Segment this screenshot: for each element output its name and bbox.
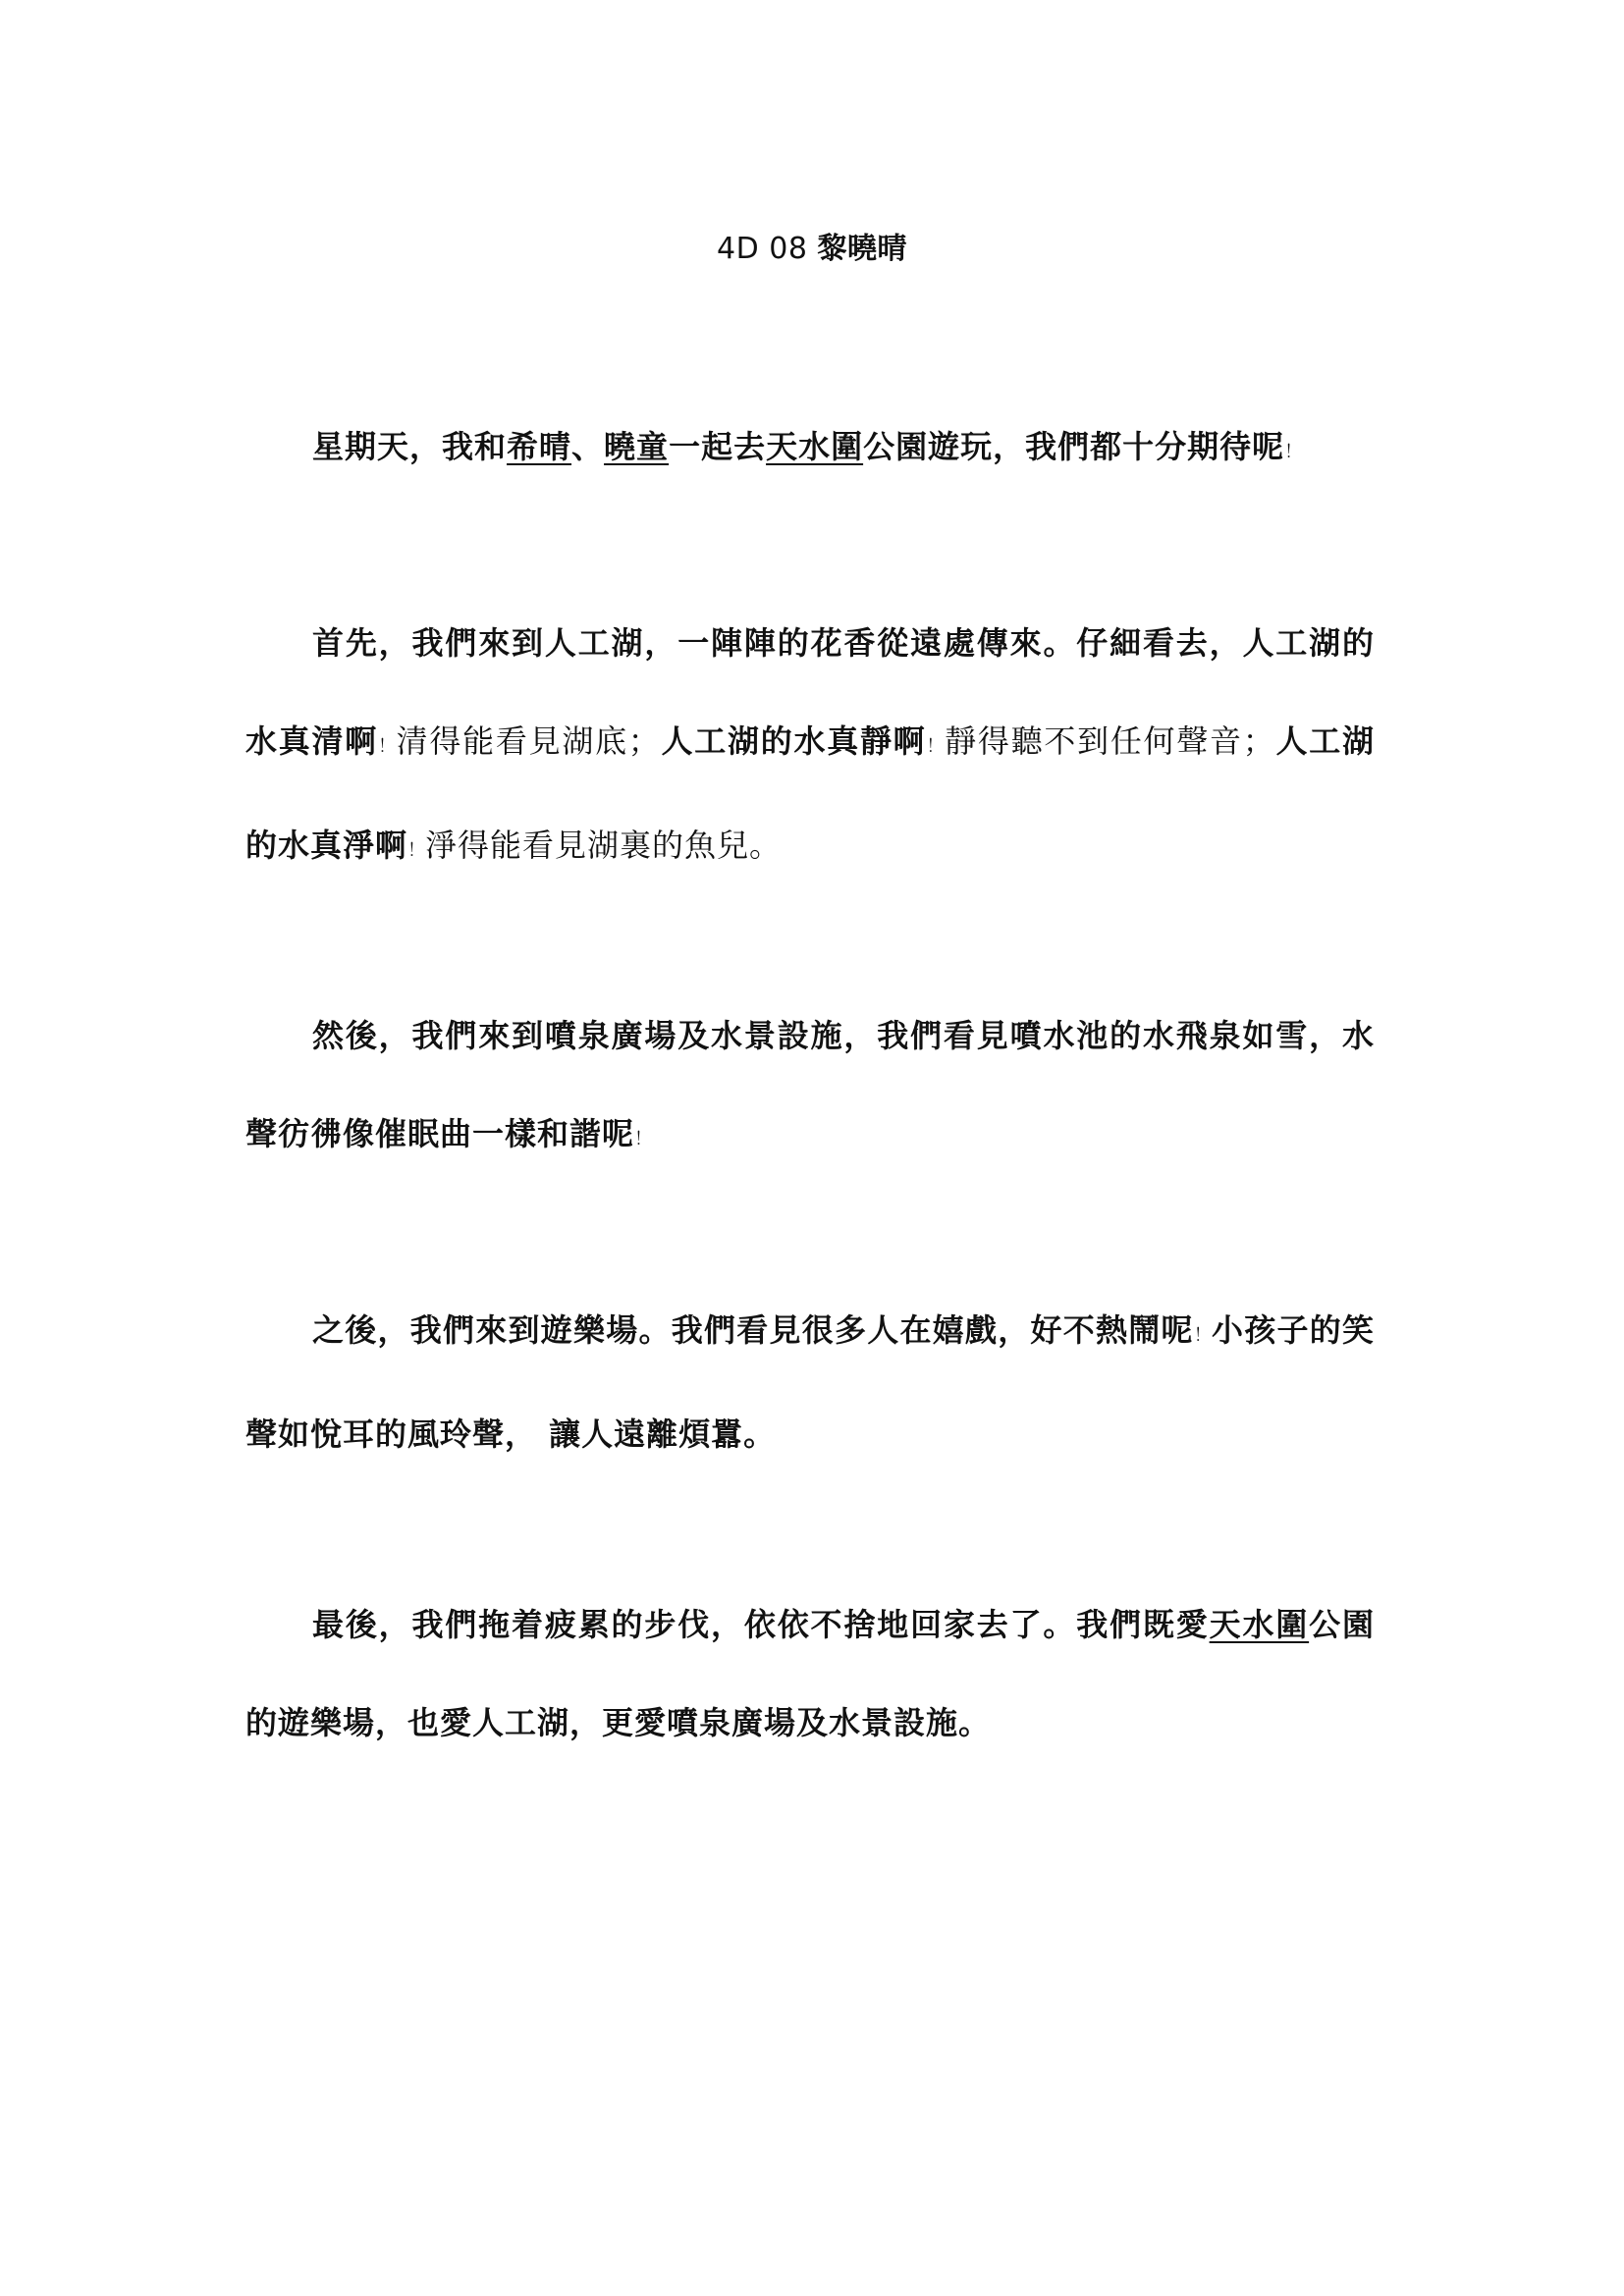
person-name: 曉童 (604, 428, 670, 465)
text-run: 淨得能看見湖裏的魚兒。 (425, 827, 783, 864)
place-name: 天水圍 (1209, 1606, 1310, 1643)
place-name: 天水圍 (766, 428, 864, 465)
text-run: 首先，我們來到人工湖，一陣陣的花香從遠處傳來。仔細看去，人工湖的水真清啊 (245, 624, 1375, 760)
exclamation-mark: ！ (926, 736, 946, 757)
class-number: 4D (717, 232, 760, 266)
text-run: 人工湖的水真靜啊 (660, 722, 927, 760)
exclamation-mark: ！ (1193, 1325, 1212, 1346)
paragraph-fountain (245, 987, 1375, 1189)
paragraph-playground (245, 1281, 1375, 1483)
text-run: 清得能看見湖底； (396, 722, 661, 760)
text-run: 公園的遊樂場，也愛人工湖，更愛噴泉廣場及水景設施。 (245, 1606, 1375, 1741)
exclamation-mark: ！ (1284, 442, 1303, 462)
text-run: 之後，我們來到遊樂場。我們看見很多人在嬉戲，好不熱鬧呢 (312, 1311, 1194, 1349)
text-run: 、 (571, 428, 605, 465)
text-run: 靜得聽不到任何聲音； (945, 722, 1275, 760)
document-header (0, 228, 1624, 271)
student-name: 黎曉晴 (817, 232, 907, 266)
exclamation-mark: ！ (634, 1129, 653, 1149)
paragraph-conclusion (245, 1575, 1375, 1772)
paragraph-intro (245, 398, 1375, 502)
paragraph-lake (245, 594, 1375, 900)
exclamation-mark: ！ (377, 736, 397, 757)
text-run: 然後，我們來到噴泉廣場及水景設施，我們看見噴水池的水飛泉如雪，水聲彷彿像催眠曲一樣和諧呢 (245, 1017, 1375, 1152)
text-run: 小孩子的笑聲如悅耳的風玲聲， 讓人遠離煩囂。 (245, 1311, 1375, 1453)
exclamation-mark: ！ (407, 840, 426, 861)
text-run: 最後，我們拖着疲累的步伐，依依不捨地回家去了。我們既愛 (312, 1606, 1210, 1643)
student-number: 08 (769, 232, 808, 266)
text-run: 星期天，我和 (312, 428, 508, 465)
text-run: 一起去 (669, 428, 767, 465)
person-name: 希晴 (507, 428, 572, 465)
text-run: 人工湖的水真淨啊 (245, 722, 1375, 864)
text-run: 公園遊玩，我們都十分期待呢 (863, 428, 1285, 465)
